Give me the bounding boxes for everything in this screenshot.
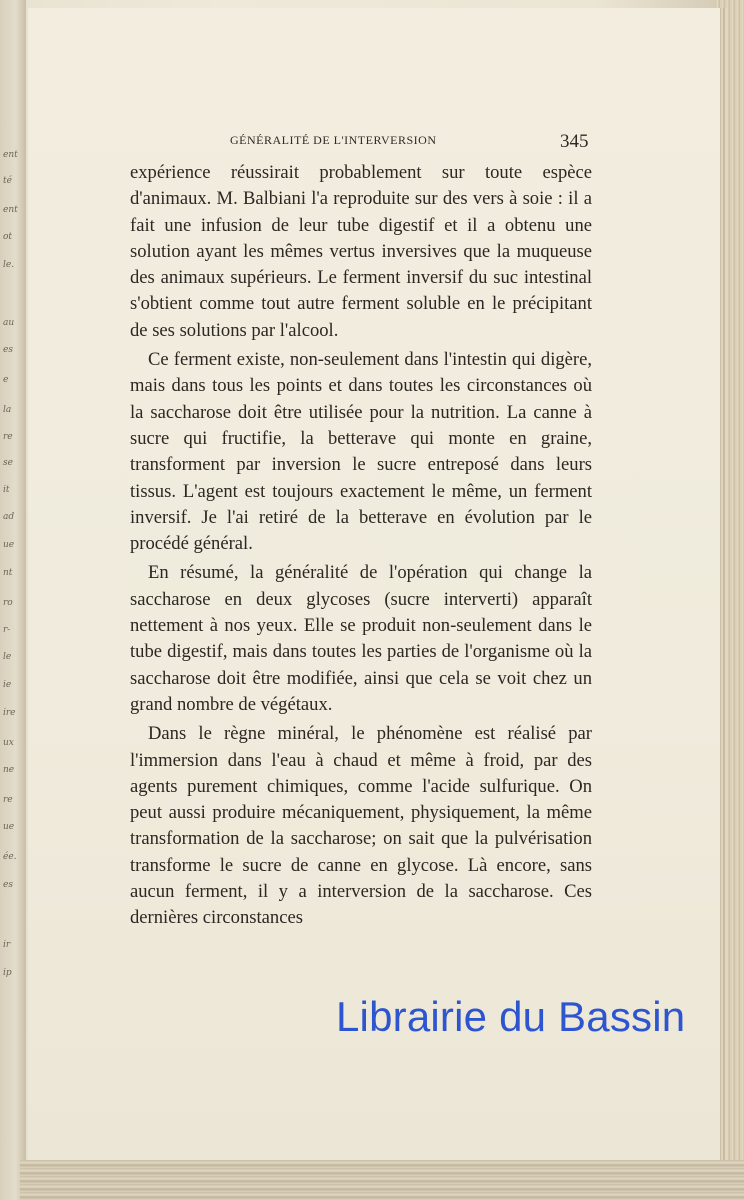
paragraph: Dans le règne minéral, le phénomène est réalisé par l'immersion dans l'eau à chaud et même à froid, par des agents purement chimiques, comme l'acide sulfurique. On peut aussi produire mécaniquement, physiquement, la même transformation de la saccharose; on sait que la pulvérisation transforme le sucre de canne en glycose. Là encore, sans aucun ferment, il y a interversion de la saccharose. Ces dernières circonstances — [130, 723, 592, 929]
paragraph: Ce ferment existe, non-seulement dans l'intestin qui digère, mais dans tous les points et dans toutes les circonstances où la saccharose doit être utilisée pour la nutrition. La canne à sucre qui fructifie, la betterave qui monte en graine, transforment par inversion le sucre entreposé dans leurs tissus. L'agent est toujours exactement le même, un ferment inversif. Je l'ai retiré de la betterave en évolution par le procédé général. — [130, 349, 592, 555]
page-bottom-edge — [20, 1160, 744, 1200]
watermark-text: Librairie du Bassin — [336, 993, 686, 1040]
page-stack-edge — [716, 0, 744, 1200]
paragraph: expérience réussirait probablement sur toute espèce d'animaux. M. Balbiani l'a reproduite sur des vers à soie : il a fait une infusion de leur tube digestif et il a obtenu une solution ayant les mêmes vertus inversives que la muqueuse des animaux supérieurs. Le ferment inversif du suc intestinal s'obtient comme tout autre ferment soluble en le précipitant de ses solutions par l'alcool. — [130, 162, 592, 341]
running-header: GÉNÉRALITÉ DE L'INTERVERSION — [230, 133, 437, 147]
page-number: 345 — [560, 131, 589, 152]
body-text — [130, 160, 592, 932]
paragraph: En résumé, la généralité de l'opération qui change la saccharose en deux glycoses (sucre interverti) apparaît nettement à nos yeux. Elle se produit non-seulement dans le tube digestif, mais dans toutes les parties de l'organisme où la saccharose doit être modifiée, ainsi que cela se voit chez un grand nombre de végétaux. — [130, 562, 592, 715]
facing-page-edge: ent té ent ot le. au es e la re se it ad ue nt ro r- le ie ire ux ne re ue ée. es ir ip — [0, 0, 26, 1200]
